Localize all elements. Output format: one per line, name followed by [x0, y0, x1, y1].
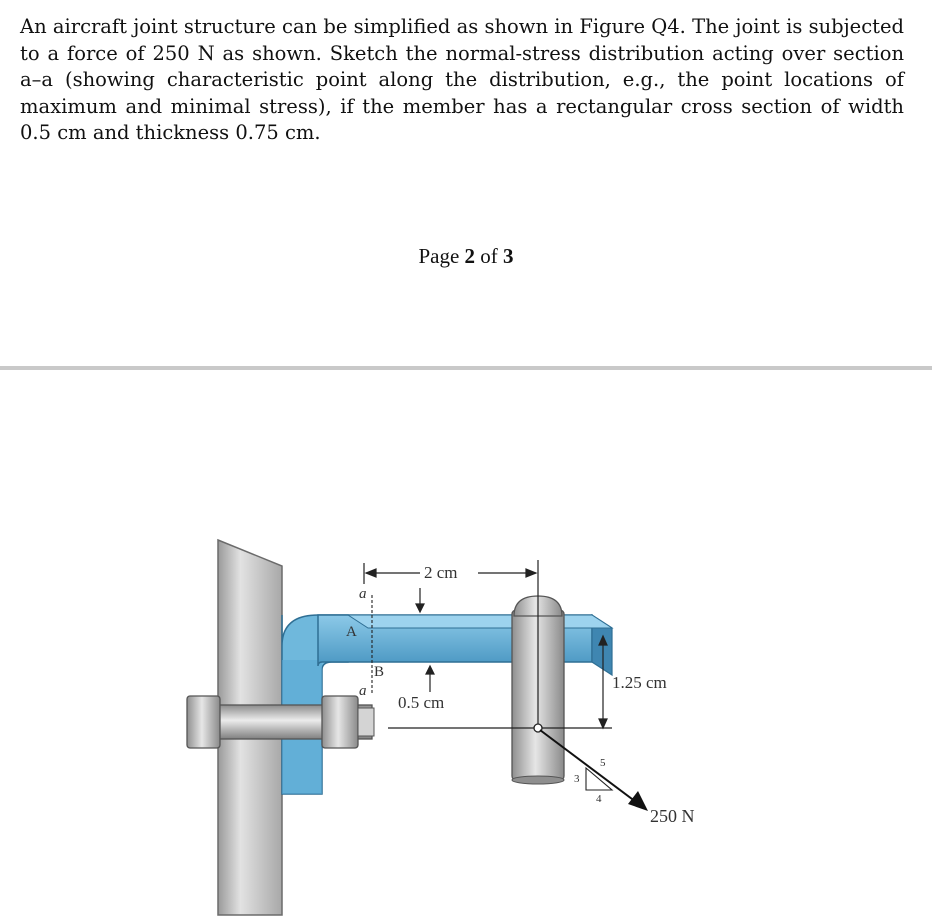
page-total: 3 [503, 244, 514, 268]
point-b-label: B [374, 664, 385, 680]
nut-left [322, 696, 358, 748]
figure-q4 [0, 370, 932, 916]
pin-bottom [512, 776, 564, 784]
section-label-bottom: a [359, 683, 367, 699]
bolt-head [187, 696, 220, 748]
slope-hyp-label: 5 [600, 757, 606, 769]
dim-125cm-label: 1.25 cm [612, 673, 667, 692]
member-arm-top [348, 615, 612, 628]
slope-run-label: 4 [596, 793, 602, 805]
page-separator: of [480, 244, 498, 268]
force-arrowhead [628, 791, 648, 811]
page-prefix: Page [418, 244, 460, 268]
section-label-top: a [359, 586, 367, 602]
slope-triangle [586, 768, 612, 790]
page-indicator [0, 244, 932, 269]
bolt-thread [358, 708, 374, 736]
slope-rise-label: 3 [574, 773, 580, 785]
dim-2cm-label: 2 cm [424, 563, 458, 582]
force-label: 250 N [650, 806, 695, 826]
dim-05cm-label: 0.5 cm [398, 693, 445, 712]
question-text: An aircraft joint structure can be simplified as shown in Figure Q4. The joint is subjected to a force of 250 N as shown. Sketch the normal-stress distribution acting over section a–a (showing characteristic point along the distribution, e.g., the point locations of maximum and minimal stress), if the member has a rectangular cross section of width 0.5 cm and thickness 0.75 cm. [20, 15, 904, 144]
point-a-label: A [346, 624, 357, 640]
page-current: 2 [464, 244, 476, 268]
